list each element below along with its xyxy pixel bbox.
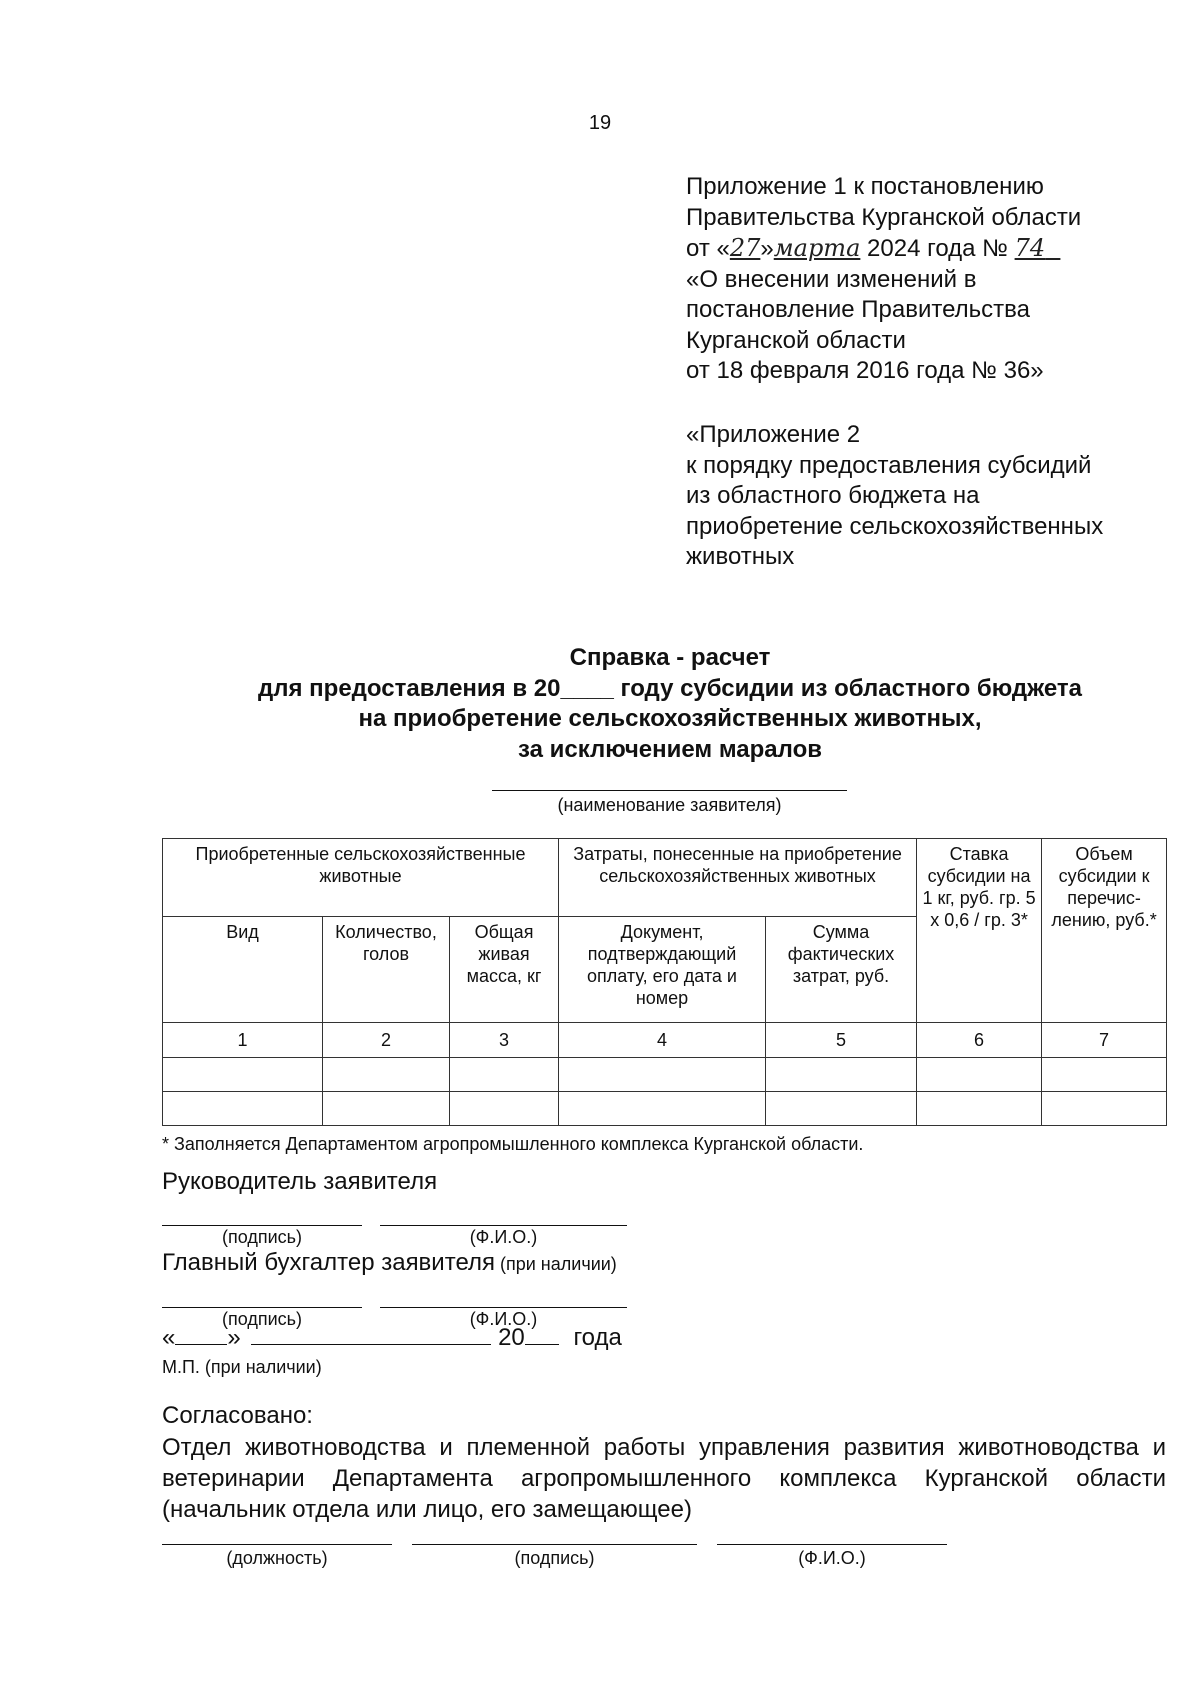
- appendix-line-3: [686, 233, 1186, 265]
- table-row: [163, 1023, 1167, 1058]
- header-subsidy-volume: Объем субсидии к перечис-лению, руб.*: [1042, 839, 1167, 1023]
- position-line[interactable]: [162, 1544, 392, 1545]
- header-quantity: Количество, голов: [323, 917, 450, 1023]
- appendix2-line-5: животных: [686, 543, 795, 570]
- appendix2-line-4: приобретение сельскохозяйственных: [686, 512, 1104, 540]
- approval-signature-line[interactable]: [412, 1544, 697, 1545]
- applicant-caption: (наименование заявителя): [557, 795, 782, 815]
- head-signature-line[interactable]: [162, 1225, 362, 1226]
- approval-fio-caption: (Ф.И.О.): [798, 1548, 866, 1568]
- appendix-line-1: Приложение 1 к постановлению: [686, 173, 1044, 200]
- department-text: Отдел животноводства и племенной работы управления развития животноводства и ветеринарии Департамента агропромышленного комплекса Курганской области (начальник отдела или лицо, его замещающее): [162, 1434, 1166, 1523]
- handwritten-day: 27: [729, 234, 761, 262]
- position-caption: (должность): [226, 1548, 328, 1568]
- accountant-signature-line[interactable]: [162, 1307, 362, 1308]
- appendix2-line-1: «Приложение 2: [686, 421, 861, 448]
- header-actual-costs: Сумма фактических затрат, руб.: [766, 917, 917, 1023]
- title-line-1: Справка - расчет: [569, 644, 771, 671]
- agreed-label: Согласовано:: [162, 1402, 313, 1429]
- year-blank[interactable]: [525, 1324, 559, 1345]
- appendix-date-mid: »: [760, 235, 774, 262]
- title-line-2: для предоставления в 20____ году субсидии из областного бюджета: [258, 674, 1082, 702]
- day-blank[interactable]: [175, 1324, 227, 1345]
- header-payment-document: Документ, подтверждающий оплату, его дата и номер: [559, 917, 766, 1023]
- stamp-label: М.П. (при наличии): [162, 1357, 322, 1377]
- appendix-reference-block: [686, 172, 1186, 387]
- approval-fio-line[interactable]: [717, 1544, 947, 1545]
- appendix2-line-3: из областного бюджета на: [686, 482, 980, 509]
- header-type: Вид: [163, 917, 323, 1023]
- title-line-4: за исключением маралов: [518, 735, 822, 763]
- table-row: [163, 1058, 1167, 1092]
- title-line-3: на приобретение сельскохозяйственных животных,: [358, 705, 982, 732]
- head-of-applicant-label: Руководитель заявителя: [162, 1168, 438, 1195]
- head-fio-line[interactable]: [380, 1225, 627, 1226]
- approval-signature-caption: (подпись): [514, 1548, 595, 1568]
- header-live-weight: Общая живая масса, кг: [450, 917, 559, 1023]
- document-title: [0, 643, 1200, 765]
- column-number: 3: [450, 1023, 559, 1058]
- footnote: * Заполняется Департаментом агропромышленного комплекса Курганской области.: [162, 1134, 864, 1154]
- appendix-line-7: от 18 февраля 2016 года № 36»: [686, 357, 1044, 384]
- handwritten-number: 74: [1014, 234, 1046, 262]
- applicant-name-line: [492, 790, 847, 791]
- header-purchased-animals: Приобретенные сельскохозяйственные животные: [163, 839, 559, 917]
- chief-accountant-label: Главный бухгалтер заявителя (при наличии): [162, 1249, 617, 1276]
- head-fio-caption: (Ф.И.О.): [469, 1227, 538, 1247]
- appendix-date-prefix: от «: [686, 235, 730, 262]
- accountant-signature-caption: (подпись): [221, 1309, 303, 1329]
- date-line: « » 20 года: [162, 1324, 622, 1351]
- appendix-line-6: Курганской области: [686, 326, 906, 354]
- month-blank[interactable]: [251, 1324, 491, 1345]
- column-number: 4: [559, 1023, 766, 1058]
- table-row: [163, 1092, 1167, 1126]
- accountant-fio-caption: (Ф.И.О.): [469, 1309, 538, 1329]
- appendix2-line-2: к порядку предоставления субсидий: [686, 451, 1092, 479]
- page-number: 19: [588, 112, 612, 134]
- accountant-fio-line[interactable]: [380, 1307, 627, 1308]
- appendix-year: 2024 года №: [860, 235, 1015, 262]
- column-number: 7: [1042, 1023, 1167, 1058]
- column-number: 1: [163, 1023, 323, 1058]
- year-suffix: года: [573, 1324, 622, 1351]
- head-signature-caption: (подпись): [221, 1227, 303, 1247]
- accountant-note: (при наличии): [495, 1254, 617, 1274]
- appendix2-block: [686, 420, 1186, 573]
- appendix-line-4: «О внесении изменений в: [686, 265, 977, 293]
- header-subsidy-rate: Ставка субсидии на 1 кг, руб. гр. 5 х 0,6 / гр. 3*: [917, 839, 1042, 1023]
- calculation-table: [162, 838, 1167, 1126]
- column-number: 5: [766, 1023, 917, 1058]
- handwritten-month: марта: [773, 234, 861, 262]
- appendix-line-5: постановление Правительства: [686, 296, 1030, 323]
- appendix-line-2: Правительства Курганской области: [686, 203, 1082, 231]
- header-expenses: Затраты, понесенные на приобретение сельскохозяйственных животных: [559, 839, 917, 917]
- column-number: 2: [323, 1023, 450, 1058]
- year-prefix: 20: [498, 1324, 525, 1351]
- column-number: 6: [917, 1023, 1042, 1058]
